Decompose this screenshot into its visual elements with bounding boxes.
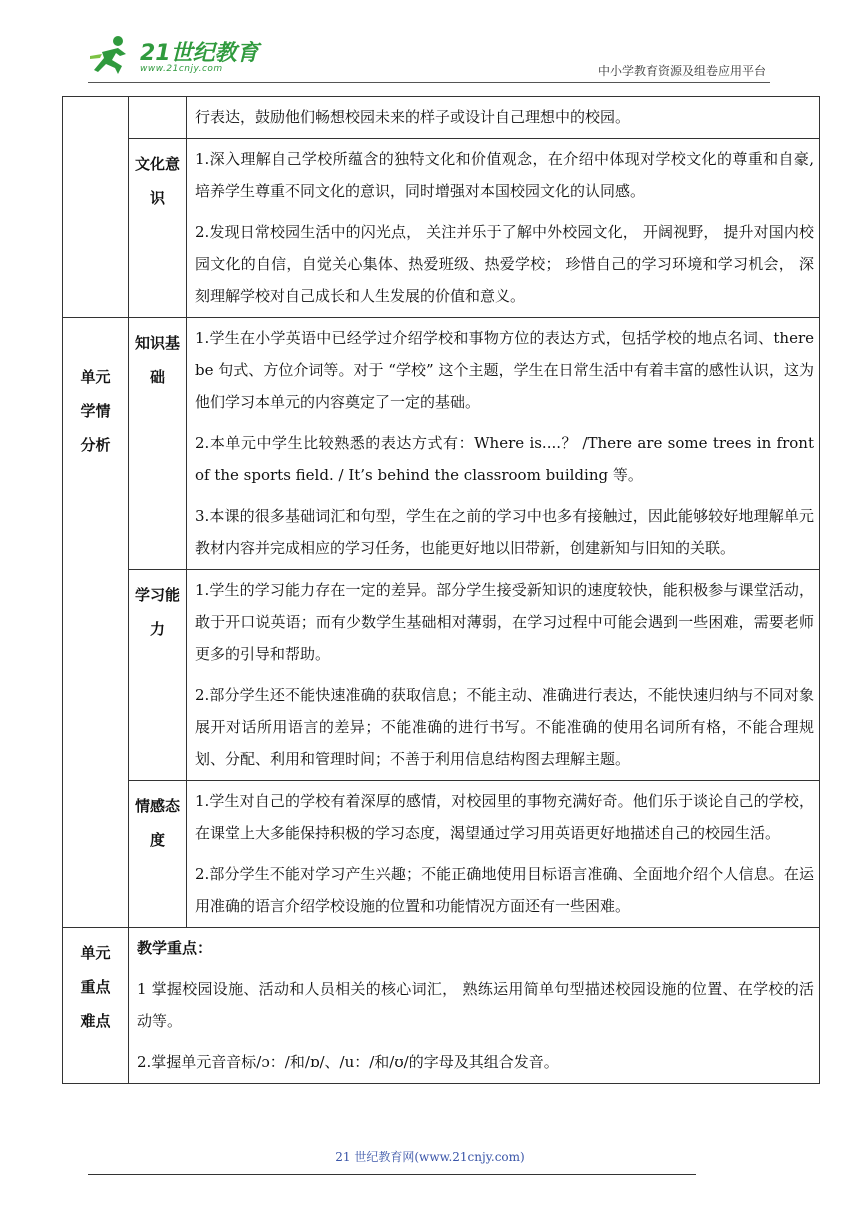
- attitude-content: [187, 781, 820, 928]
- logo: [88, 30, 278, 82]
- footer-text: 21 世纪教育网(www.21cnjy.com): [335, 1150, 525, 1164]
- analysis-section-label: 单元学情分析: [63, 318, 129, 928]
- logo-url: www.21cnjy.com: [140, 64, 223, 74]
- key-points-paragraph-1: 1 掌握校园设施、活动和人员相关的核心词汇， 熟练运用简单句型描述校园设施的位置、在学校的活动等。: [137, 980, 814, 1030]
- attitude-paragraph-1: 1.学生对自己的学校有着深厚的感情，对校园里的事物充满好奇。他们乐于谈论自己的学校，在课堂上大多能保持积极的学习态度，渴望通过学习用英语更好地描述自己的校园生活。: [195, 792, 814, 842]
- ability-label: 学习能力: [129, 570, 187, 781]
- ability-paragraph-2: 2.部分学生还不能快速准确的获取信息；不能主动、准确进行表达，不能快速归纳与不同对象展开对话所用语言的差异；不能准确的进行书写。不能准确的使用名词所有格，不能合理规划、分配、利用和管理时间；不善于利用信息结构图去理解主题。: [195, 686, 814, 768]
- knowledge-label: 知识基础: [129, 318, 187, 570]
- continuation-text: 行表达，鼓励他们畅想校园未来的样子或设计自己理想中的校园。: [195, 108, 631, 126]
- table-row: [63, 570, 820, 781]
- key-points-content: [129, 928, 820, 1084]
- culture-paragraph-1: 1.深入理解自己学校所蕴含的独特文化和价值观念，在介绍中体现对学校文化的尊重和自豪,培养学生尊重不同文化的意识，同时增强对本国校园文化的认同感。: [195, 150, 814, 200]
- attitude-label: 情感态度: [129, 781, 187, 928]
- table-row: [63, 318, 820, 570]
- table-row: [63, 928, 820, 1084]
- culture-content: [187, 139, 820, 318]
- runner-logo-icon: [88, 34, 136, 78]
- key-points-heading: 教学重点：: [137, 939, 213, 957]
- empty-sub-cell: [129, 97, 187, 139]
- knowledge-paragraph-1: 1.学生在小学英语中已经学过介绍学校和事物方位的表达方式，包括学校的地点名词、there be 句式、方位介词等。对于 “学校” 这个主题，学生在日常生活中有着丰富的感性认识，这为他们学习本单元的内容奠定了一定的基础。: [195, 329, 814, 411]
- page-header: [0, 0, 860, 96]
- table-row: [63, 139, 820, 318]
- culture-label: 文化意识: [129, 139, 187, 318]
- footer-divider: [88, 1174, 696, 1175]
- table-row: [63, 97, 820, 139]
- table-row: [63, 781, 820, 928]
- continuation-cell: [187, 97, 820, 139]
- platform-name: 中小学教育资源及组卷应用平台: [597, 64, 766, 78]
- header-divider: [88, 82, 770, 83]
- ability-content: [187, 570, 820, 781]
- ability-paragraph-1: 1.学生的学习能力存在一定的差异。部分学生接受新知识的速度较快，能积极参与课堂活动，敢于开口说英语；而有少数学生基础相对薄弱，在学习过程中可能会遇到一些困难，需要老师更多的引导和帮助。: [195, 581, 814, 663]
- key-points-section-label: 单元重点难点: [63, 928, 129, 1084]
- logo-title: 21世纪教育: [140, 41, 259, 66]
- culture-paragraph-2: 2.发现日常校园生活中的闪光点， 关注并乐于了解中外校园文化， 开阔视野， 提升对国内校园文化的自信，自觉关心集体、热爱班级、热爱学校； 珍惜自己的学习环境和学习机会， 深刻理解学校对自己成长和人生发展的价值和意义。: [195, 223, 814, 305]
- knowledge-paragraph-2: 2.本单元中学生比较熟悉的表达方式有：Where is....？ /There are some trees in front of the sports field. / It’s behind the classroom building 等。: [195, 434, 814, 484]
- knowledge-paragraph-3: 3.本课的很多基础词汇和句型，学生在之前的学习中也多有接触过，因此能够较好地理解单元教材内容并完成相应的学习任务，也能更好地以旧带新，创建新知与旧知的关联。: [195, 507, 814, 557]
- knowledge-content: [187, 318, 820, 570]
- attitude-paragraph-2: 2.部分学生不能对学习产生兴趣；不能正确地使用目标语言准确、全面地介绍个人信息。在运用准确的语言介绍学校设施的位置和功能情况方面还有一些困难。: [195, 865, 814, 915]
- unit-analysis-table: [62, 96, 820, 1084]
- empty-section-cell: [63, 97, 129, 318]
- key-points-paragraph-2: 2.掌握单元音音标/ɔ：/和/ɒ/、/u：/和/ʊ/的字母及其组合发音。: [137, 1053, 559, 1071]
